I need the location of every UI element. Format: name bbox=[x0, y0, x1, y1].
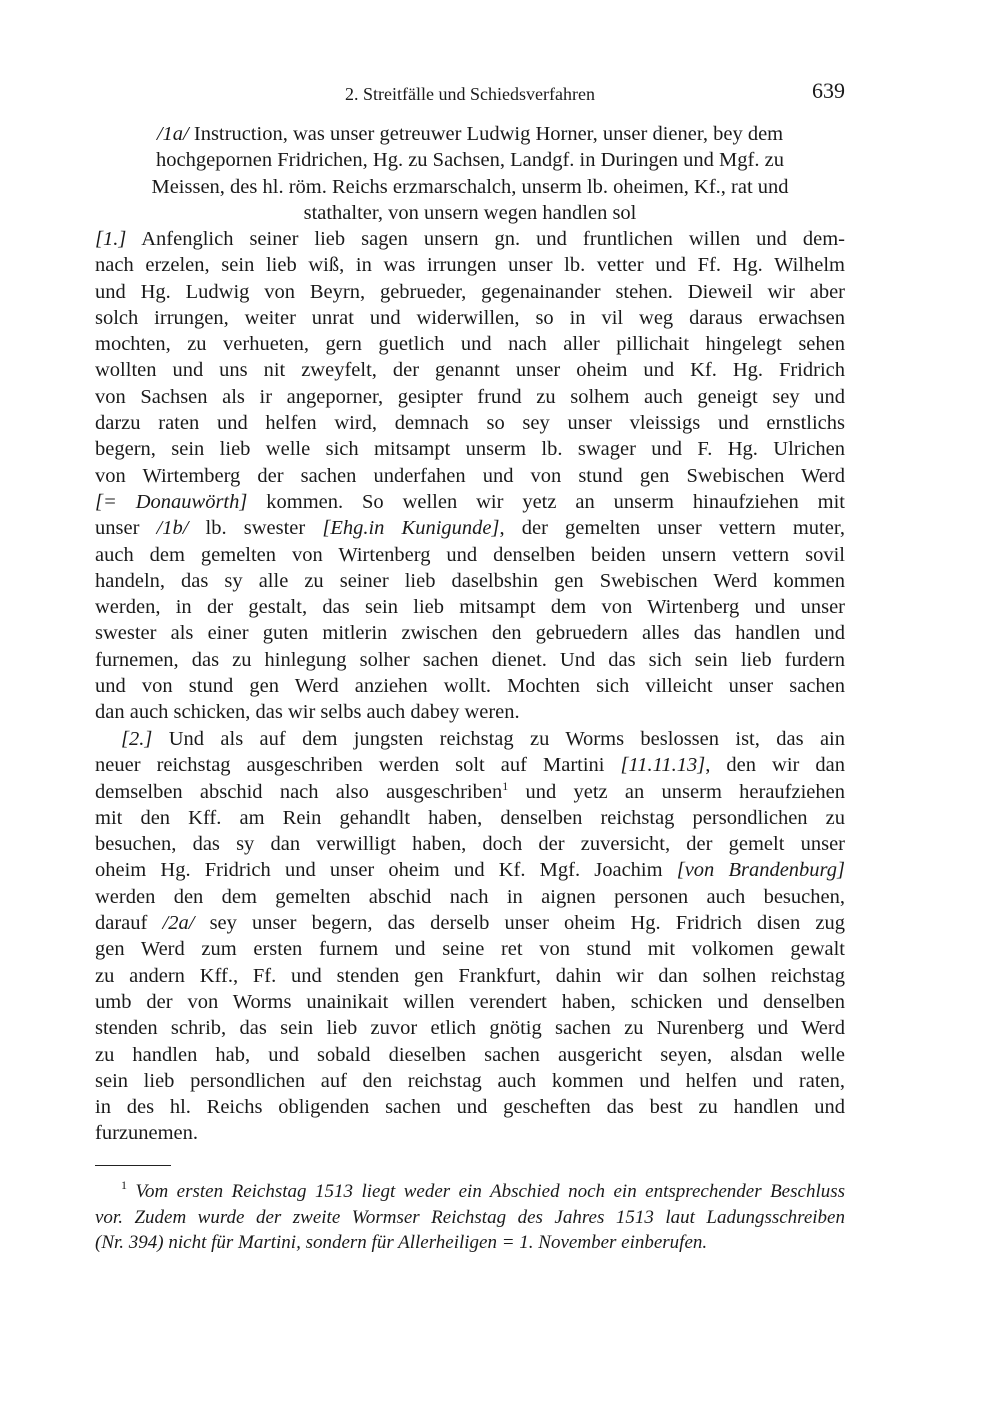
text-line bbox=[95, 963, 845, 989]
footnote-marker: 1 bbox=[121, 1178, 127, 1192]
text-line bbox=[95, 357, 845, 383]
text-segment: sein lieb persondlichen auf den reichstag auch kommen und helfen und raten, bbox=[95, 1069, 845, 1092]
editorial-note: [von Brandenburg] bbox=[676, 859, 845, 882]
text-line bbox=[95, 699, 845, 725]
text-segment: lb. swester bbox=[188, 517, 323, 540]
paragraph-2 bbox=[95, 726, 845, 1147]
text-line bbox=[95, 620, 845, 646]
editorial-note: [1.] bbox=[95, 228, 127, 250]
footnote-marker: 1 bbox=[502, 778, 509, 793]
editorial-note: /2a/ bbox=[162, 912, 195, 935]
editorial-note: vor. Zudem wurde der zweite Wormser Reichstag des Jahres 1513 laut Ladungsschreiben bbox=[95, 1206, 845, 1228]
text-segment: darauf bbox=[95, 912, 163, 935]
text-line bbox=[95, 831, 845, 857]
editorial-note: Vom ersten Reichstag 1513 liegt weder ein Abschied noch ein entsprechender Beschluss bbox=[135, 1181, 846, 1202]
text-segment: hochgepornen Fridrichen, Hg. zu Sachsen, Landgf. in Duringen und Mgf. zu bbox=[156, 149, 784, 172]
text-line bbox=[95, 884, 845, 910]
text-line bbox=[95, 331, 845, 357]
text-segment: solch irrungen, weiter unrat und widerwillen, so in vil weg daraus erwachsen bbox=[95, 306, 845, 329]
text-segment: auch dem gemelten von Wirtenberg und denselben beiden unsern vettern sovil bbox=[95, 543, 845, 566]
editorial-note: (Nr. 394) nicht für Martini, sondern für Allerheiligen = 1. November einberufen. bbox=[95, 1232, 708, 1253]
text-line bbox=[95, 436, 845, 462]
running-title: 2. Streitfälle und Schiedsverfahren bbox=[345, 84, 595, 104]
text-segment: kommen. So wellen wir yetz an unserm hinaufziehen mit bbox=[247, 490, 845, 513]
text-line bbox=[95, 226, 845, 252]
text-line bbox=[95, 910, 845, 936]
text-line bbox=[95, 752, 845, 778]
text-line bbox=[95, 305, 845, 331]
editorial-note: [= Donauwörth] bbox=[95, 490, 248, 513]
text-line bbox=[95, 1015, 845, 1041]
text-line bbox=[95, 857, 845, 883]
text-segment: und von stund gen Werd anziehen wollt. Mochten sich villeicht unser sachen bbox=[95, 675, 845, 698]
text-line bbox=[95, 647, 845, 673]
text-segment: dan auch schicken, das wir selbs auch dabey weren. bbox=[95, 701, 520, 724]
text-line bbox=[95, 515, 845, 541]
text-segment: oheim Hg. Fridrich und unser oheim und Kf. Mgf. Joachim bbox=[95, 859, 677, 882]
text-line bbox=[95, 805, 845, 831]
editorial-note: [2.] bbox=[121, 728, 153, 750]
text-line bbox=[95, 726, 845, 752]
document-title bbox=[95, 121, 845, 226]
text-segment: demselben abschid nach also ausgeschriben bbox=[95, 780, 503, 803]
footnote bbox=[95, 1179, 845, 1256]
text-line bbox=[95, 1094, 845, 1120]
text-segment: swester als einer guten mitlerin zwischen den gebruedern alles das handlen und bbox=[95, 622, 845, 645]
text-line bbox=[95, 489, 845, 515]
text-line bbox=[95, 989, 845, 1015]
paragraph-1 bbox=[95, 226, 845, 726]
text-segment: umb der von Worms unainikait willen verendert haben, schicken und denselben bbox=[95, 990, 845, 1013]
text-segment: Und als auf dem jungsten reichstag zu Worms beslossen ist, das ain bbox=[152, 728, 845, 750]
text-segment: , der gemelten unser vettern muter, bbox=[499, 517, 845, 540]
text-line bbox=[95, 463, 845, 489]
text-segment: sey unser begern, das derselb unser oheim Hg. Fridrich disen zug bbox=[194, 912, 845, 935]
text-segment: Instruction, was unser getreuwer Ludwig Horner, unser diener, bey dem bbox=[188, 123, 784, 145]
text-segment: mit den Kff. am Rein gehandlt haben, denselben reichstag persondlichen zu bbox=[95, 806, 845, 829]
text-line bbox=[95, 542, 845, 568]
editorial-note: /1b/ bbox=[156, 517, 189, 540]
text-line bbox=[95, 673, 845, 699]
text-segment: furnemen, das zu hinlegung solher sachen dienet. Und das sich sein lieb furdern bbox=[95, 648, 845, 671]
text-segment: und Hg. Ludwig von Beyrn, gebrueder, gegenainander stehen. Dieweil wir aber bbox=[95, 280, 845, 303]
text-segment: und yetz an unserm heraufziehen bbox=[508, 780, 845, 803]
page-number: 639 bbox=[812, 78, 845, 103]
text-segment: wollten und uns nit zweyfelt, der genannt unser oheim und Kf. Hg. Fridrich bbox=[95, 359, 845, 382]
text-line bbox=[95, 279, 845, 305]
text-segment: neuer reichstag ausgeschriben werden solt auf Martini bbox=[95, 754, 621, 777]
text-segment: handeln, das sy alle zu seiner lieb daselbshin gen Swebischen Werd kommen bbox=[95, 569, 845, 592]
text-line bbox=[95, 252, 845, 278]
text-line bbox=[95, 147, 845, 173]
text-segment: unser bbox=[95, 517, 157, 540]
text-segment: werden, in der gestalt, das sein lieb mitsampt dem von Wirtenberg und unser bbox=[95, 596, 845, 619]
text-line bbox=[95, 1230, 845, 1256]
text-segment: von Sachsen als ir angeporner, gesipter frund zu solhem auch geneigt sey und bbox=[95, 385, 845, 408]
text-segment: furzunemen. bbox=[95, 1122, 199, 1145]
text-line bbox=[95, 1068, 845, 1094]
text-segment: Meissen, des hl. röm. Reichs erzmarschalch, unserm lb. oheimen, Kf., rat und bbox=[151, 175, 789, 198]
running-header bbox=[95, 80, 845, 108]
text-segment: zu handlen hab, und sobald dieselben sachen ausgericht seyen, alsdan welle bbox=[95, 1043, 845, 1066]
text-line bbox=[95, 200, 845, 226]
text-segment: stathalter, von unsern wegen handlen sol bbox=[303, 201, 637, 224]
text-line bbox=[95, 568, 845, 594]
text-segment: in des hl. Reichs obligenden sachen und gescheften das best zu handlen und bbox=[95, 1096, 845, 1119]
text-segment: besuchen, das sy dan verwilligt haben, doch der zuversicht, der gemelt unser bbox=[95, 833, 845, 856]
text-segment: darzu raten und helfen wird, demnach so sey unser vleissigs und ernstlichs bbox=[95, 412, 845, 435]
text-segment: gen Werd zum ersten furnem und seine ret von stund mit volkomen gewalt bbox=[95, 938, 845, 961]
editorial-note: [Ehg.in Kunigunde] bbox=[322, 517, 500, 540]
footnote-rule bbox=[95, 1165, 171, 1166]
editorial-note: /1a/ bbox=[156, 123, 189, 145]
text-line bbox=[95, 174, 845, 200]
text-line bbox=[95, 121, 845, 147]
text-line bbox=[95, 936, 845, 962]
text-line bbox=[95, 410, 845, 436]
text-segment: zu andern Kff., Ff. und stenden gen Frankfurt, dahin wir dan solhen reichstag bbox=[95, 964, 845, 987]
text-segment: nach erzelen, sein lieb wiß, in was irrungen unser lb. vetter und Ff. Hg. Wilhelm bbox=[95, 254, 845, 277]
text-line bbox=[95, 594, 845, 620]
text-line bbox=[95, 1179, 845, 1205]
text-line bbox=[95, 1205, 845, 1231]
text-segment: werden den dem gemelten abschid nach in aignen personen auch besuchen, bbox=[95, 885, 845, 908]
text-line bbox=[95, 779, 845, 805]
text-segment: begern, sein lieb welle sich mitsampt unserm lb. swager und F. Hg. Ulrichen bbox=[95, 438, 845, 461]
text-segment: von Wirtemberg der sachen underfahen und von stund gen Swebischen Werd bbox=[95, 464, 845, 487]
text-segment: Anfenglich seiner lieb sagen unsern gn. und fruntlichen willen und dem- bbox=[126, 228, 845, 250]
text-line bbox=[95, 384, 845, 410]
text-segment: stenden schrib, das sein lieb zuvor etlich gnötig sachen zu Nurenberg und Werd bbox=[95, 1017, 845, 1040]
text-line bbox=[95, 1042, 845, 1068]
text-segment: , den wir dan bbox=[705, 754, 845, 777]
text-line bbox=[95, 1120, 845, 1146]
text-segment: mochten, zu verhueten, gern guetlich und nach aller pillichait hingelegt sehen bbox=[95, 333, 845, 356]
editorial-note: [11.11.13] bbox=[620, 754, 706, 777]
